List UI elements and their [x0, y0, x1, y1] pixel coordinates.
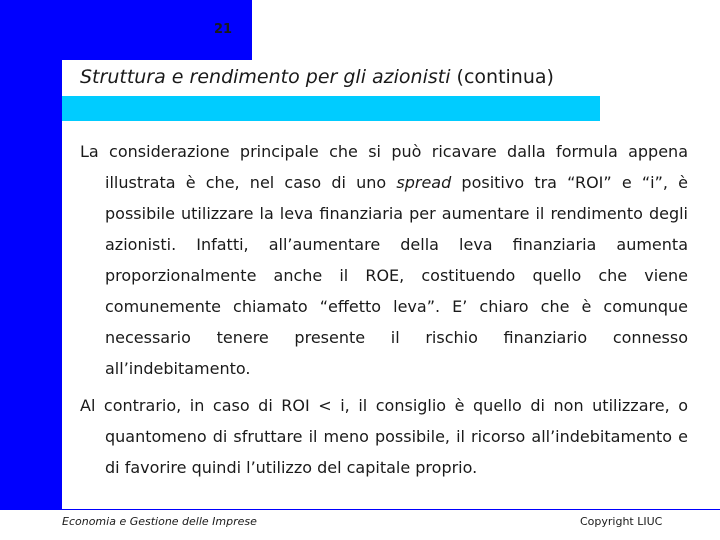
- slide-title: [80, 66, 554, 88]
- paragraph-1-part-b: positivo tra “ROI” e “i”, è possibile utilizzare la leva finanziaria per aumentare il rendimento degli azionisti. Infatti, all’aumentare della leva finanziaria aumenta proporzionalmente anche il ROE, costituendo quello che viene comunemente chiamato “effetto leva”. E’ chiaro che è comunque necessario tenere presente il rischio finanziario connesso all’indebitamento.: [105, 173, 689, 378]
- paragraph-1-emphasis: spread: [396, 173, 452, 192]
- paragraph-1: [80, 136, 688, 384]
- footer-copyright: Copyright LIUC: [580, 515, 663, 528]
- footer-divider: [62, 509, 720, 510]
- left-decor-bar: [0, 0, 62, 540]
- title-underline-bar: [62, 96, 600, 121]
- slide-title-main: Struttura e rendimento per gli azionisti: [80, 66, 451, 88]
- footer-corner: [0, 510, 62, 540]
- paragraph-1-part-a: La considerazione principale che si può ricavare dalla formula appena illustrata è che, nel caso di uno: [80, 142, 688, 192]
- slide-title-suffix: (continua): [456, 66, 554, 88]
- page-number: 21: [213, 22, 233, 37]
- paragraph-2: Al contrario, in caso di ROI < i, il consiglio è quello di non utilizzare, o quantomeno di sfruttare il meno possibile, il ricorso all’indebitamento e di favorire quindi l’utilizzo del capitale proprio.: [80, 396, 688, 477]
- footer-course-name: Economia e Gestione delle Imprese: [62, 515, 257, 528]
